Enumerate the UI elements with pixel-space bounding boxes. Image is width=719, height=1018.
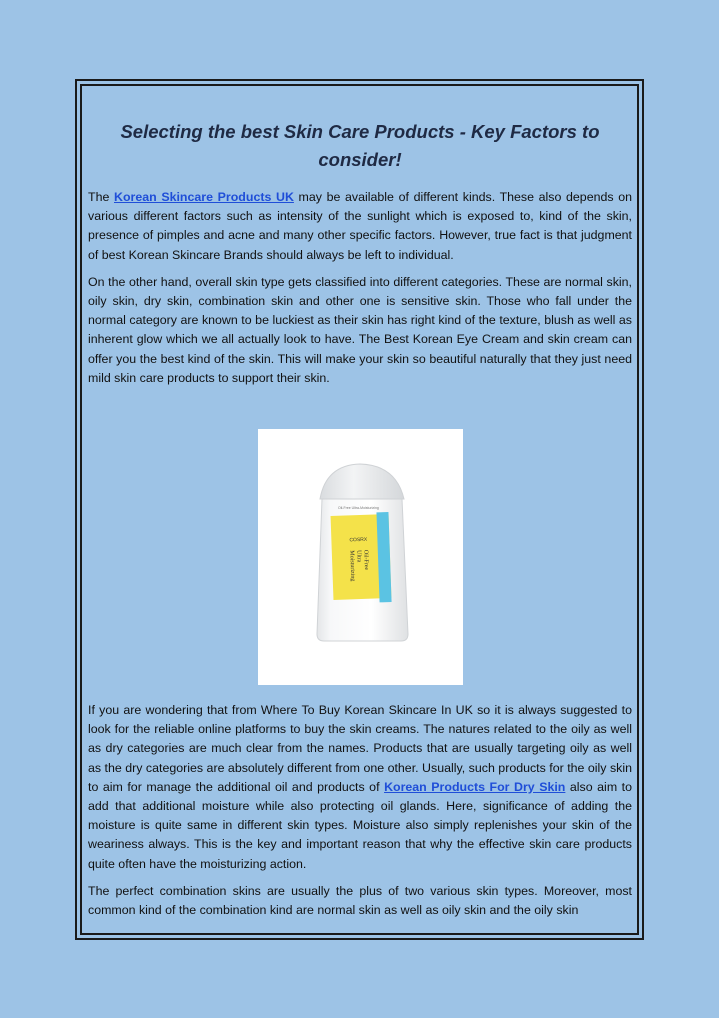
link-korean-skincare-products-uk[interactable]: Korean Skincare Products UK xyxy=(114,190,294,204)
product-label-line-2: Ultra xyxy=(354,550,362,563)
product-label-line-1: Oil-Free xyxy=(361,549,369,571)
paragraph-2: On the other hand, overall skin type gets classified into different categories. These are normal skin, oily skin, dry skin, combination skin and other one is sensitive skin. Those who fall under the normal category are known to be luckiest as their skin has right kind of the texture, blush as well as inherent glow which we all actually look to have. The Best Korean Eye Cream and skin cream can offer you the best kind of the skin. This will make your skin so beautiful naturally that they just need mild skin care products to support their skin. xyxy=(88,274,632,385)
paragraph-4: The perfect combination skins are usually the plus of two various skin types. Moreover, most common kind of the combination kind are normal skin as well as oily skin and the oily skin xyxy=(88,883,632,918)
paragraph-1: The Korean Skincare Products UK may be available of different kinds. These also depends on various different factors such as intensity of the sunlight which is exposed to, kind of the skin, presence of pimples and acne and many other specific factors. However, true fact is that judgment of best Korean Skincare Brands should always be left to individual. xyxy=(88,190,633,262)
product-small-label: Oil-Free Ultra-Moisturizing xyxy=(337,506,379,511)
document-title: Selecting the best Skin Care Products - Key Factors to consider! xyxy=(120,121,600,170)
cream-tube-illustration xyxy=(258,429,463,685)
link-korean-products-for-dry-skin[interactable]: Korean Products For Dry Skin xyxy=(384,779,566,794)
product-label-line-3: Moisturizing xyxy=(347,550,355,582)
document-body xyxy=(82,86,637,920)
product-brand-text: COSRX xyxy=(348,536,367,544)
product-image xyxy=(258,429,463,685)
paragraph-3: If you are wondering that from Where To Buy Korean Skincare In UK so it is always suggested to look for the reliable online platforms to buy the skin creams. The natures related to the oily as well as dry categories are much clear from the names. Products that are usually targeting oily as well as the dry categories are absolutely different from one other. Usually, such products for the oily skin to aim for manage the additional oil and products of Korean Products For Dry Skin also aim to add that additional moisture while also protecting oil glands. Here, significance of adding the moisture is quite same in different skin types. Moisture also simply replenishes your skin of the weariness always. This is the key and important reason that why the effective skin care products quite often have the moisturizing action. xyxy=(88,703,632,871)
page-border-inner xyxy=(80,84,639,935)
